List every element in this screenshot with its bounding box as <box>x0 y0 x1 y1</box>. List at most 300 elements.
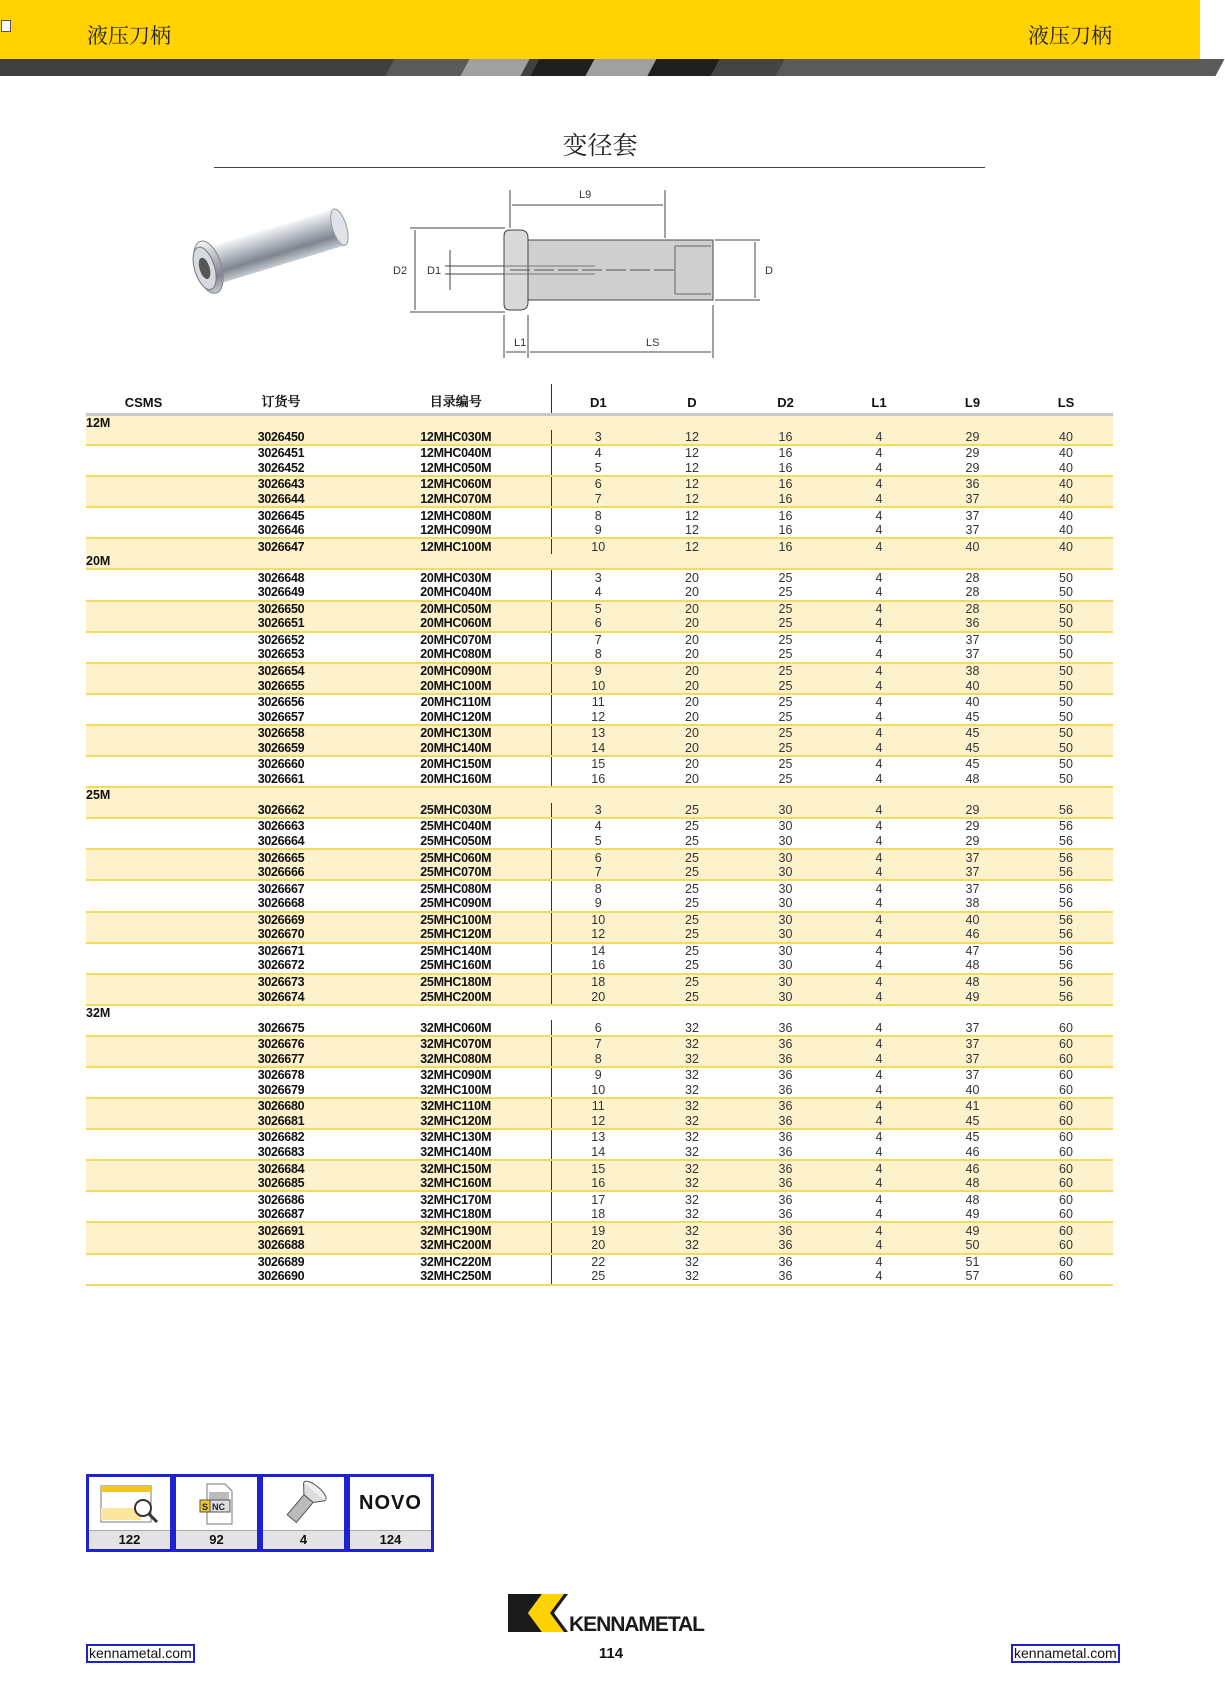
l9-cell: 49 <box>926 1207 1019 1223</box>
d-cell: 12 <box>645 461 739 477</box>
l1-cell: 4 <box>832 538 926 554</box>
l9-cell: 28 <box>926 585 1019 601</box>
ls-cell: 50 <box>1059 570 1073 585</box>
d2-cell: 30 <box>739 865 832 881</box>
l1-cell: 4 <box>875 1130 883 1145</box>
d-cell: 20 <box>645 663 739 679</box>
reference-snc[interactable] <box>173 1474 260 1552</box>
d-cell: 12 <box>645 476 739 492</box>
l9-cell: 45 <box>926 740 1019 756</box>
l1-cell: 4 <box>832 1114 926 1130</box>
csms-cell <box>86 601 201 617</box>
csms-cell <box>86 430 201 446</box>
l9-cell: 45 <box>965 1130 980 1145</box>
catalog-number-cell: 12MHC080M <box>420 508 492 523</box>
table-row <box>86 601 1113 617</box>
order-number-cell: 3026687 <box>201 1207 361 1223</box>
d-cell: 25 <box>645 989 739 1005</box>
catalog-number-cell: 32MHC160M <box>361 1176 551 1192</box>
d1-cell: 15 <box>551 1160 645 1176</box>
order-number-cell: 3026690 <box>201 1269 361 1285</box>
reducing-sleeve-table <box>86 384 1113 1286</box>
ls-cell: 50 <box>1059 757 1073 772</box>
table-row <box>86 1036 1113 1052</box>
ls-cell: 60 <box>1019 1020 1113 1036</box>
catalog-number-cell: 20MHC060M <box>361 616 551 632</box>
ls-cell: 56 <box>1019 912 1113 928</box>
l9-cell: 37 <box>926 1051 1019 1067</box>
ls-cell: 50 <box>1019 709 1113 725</box>
ls-cell: 60 <box>1019 1207 1113 1223</box>
d2-cell: 30 <box>778 819 793 834</box>
csms-cell <box>86 616 201 632</box>
ls-cell: 40 <box>1019 476 1113 492</box>
d1-cell: 4 <box>551 445 645 461</box>
d1-cell: 6 <box>551 849 645 865</box>
order-number-cell: 3026667 <box>257 881 305 896</box>
csms-cell <box>86 694 201 710</box>
table-row <box>86 803 1113 819</box>
table-row <box>86 772 1113 788</box>
d1-cell: 4 <box>551 585 645 601</box>
reference-screw[interactable] <box>260 1474 347 1552</box>
catalog-number-cell: 32MHC140M <box>361 1145 551 1161</box>
l1-cell: 4 <box>832 1207 926 1223</box>
table-row <box>86 1020 1113 1036</box>
reference-catalog[interactable] <box>86 1474 173 1552</box>
order-number-cell: 3026646 <box>201 523 361 539</box>
csms-cell <box>86 461 201 477</box>
order-number-cell: 3026668 <box>201 896 361 912</box>
table-row <box>86 974 1113 990</box>
column-header: 订货号 <box>201 384 361 414</box>
catalog-number-cell: 20MHC110M <box>420 695 491 710</box>
order-number-cell: 3026666 <box>201 865 361 881</box>
ls-cell: 60 <box>1019 1114 1113 1130</box>
d1-cell: 6 <box>551 616 645 632</box>
d2-cell: 30 <box>739 927 832 943</box>
d2-cell: 30 <box>739 958 832 974</box>
column-header: CSMS <box>86 384 201 414</box>
table-row <box>86 1067 1113 1083</box>
reference-pages <box>86 1474 434 1552</box>
catalog-number-cell: 25MHC090M <box>361 896 551 912</box>
ls-cell: 60 <box>1019 1176 1113 1192</box>
d2-cell: 36 <box>739 1238 832 1254</box>
ls-cell: 56 <box>1019 849 1113 865</box>
ls-cell: 50 <box>1019 678 1113 694</box>
d-cell: 20 <box>685 695 699 710</box>
l9-cell: 40 <box>926 538 1019 554</box>
label-l9: L9 <box>579 189 592 201</box>
reference-novo[interactable] <box>347 1474 434 1552</box>
column-header: D <box>645 384 739 414</box>
d1-cell: 16 <box>551 772 645 788</box>
ls-cell: 60 <box>1019 1222 1113 1238</box>
catalog-number-cell: 12MHC040M <box>420 446 492 461</box>
l9-cell: 29 <box>926 430 1019 446</box>
order-number-cell: 3026676 <box>201 1036 361 1052</box>
l9-cell: 46 <box>926 1145 1019 1161</box>
d2-cell: 16 <box>739 523 832 539</box>
d1-cell: 3 <box>551 430 645 446</box>
d2-cell: 30 <box>739 896 832 912</box>
l9-cell: 45 <box>965 757 980 772</box>
catalog-number-cell: 25MHC030M <box>361 803 551 819</box>
order-number-cell: 3026689 <box>257 1254 305 1269</box>
d-cell: 20 <box>645 740 739 756</box>
website-link-right[interactable]: kennametal.com <box>1011 1644 1120 1663</box>
catalog-number-cell: 32MHC220M <box>420 1254 492 1269</box>
l1-cell: 4 <box>832 772 926 788</box>
d1-cell: 25 <box>551 1269 645 1285</box>
d2-cell: 25 <box>739 601 832 617</box>
d2-cell: 36 <box>739 1114 832 1130</box>
group-header-row <box>86 414 1113 430</box>
l9-cell: 48 <box>926 958 1019 974</box>
label-d: D <box>765 265 773 277</box>
d-cell: 20 <box>645 647 739 663</box>
d2-cell: 36 <box>739 1222 832 1238</box>
l1-cell: 4 <box>832 865 926 881</box>
d2-cell: 36 <box>739 1083 832 1099</box>
l1-cell: 4 <box>875 1068 883 1083</box>
d-cell: 25 <box>685 881 699 896</box>
l9-cell: 40 <box>926 1083 1019 1099</box>
reference-page: 4 <box>263 1530 344 1549</box>
l1-cell: 4 <box>832 1098 926 1114</box>
csms-cell <box>86 818 201 834</box>
l1-cell: 4 <box>875 446 883 461</box>
d1-cell: 5 <box>551 461 645 477</box>
l9-cell: 49 <box>926 989 1019 1005</box>
csms-group: 12M <box>86 414 1113 430</box>
l9-cell: 38 <box>926 896 1019 912</box>
ls-cell: 56 <box>1019 834 1113 850</box>
d1-cell: 9 <box>551 1067 645 1083</box>
l1-cell: 4 <box>832 958 926 974</box>
table-row <box>86 1083 1113 1099</box>
l9-cell: 37 <box>965 508 980 523</box>
order-number-cell: 3026688 <box>201 1238 361 1254</box>
d-cell: 20 <box>645 585 739 601</box>
l9-cell: 29 <box>926 834 1019 850</box>
d1-cell: 6 <box>551 1020 645 1036</box>
d1-cell: 16 <box>551 1176 645 1192</box>
l9-cell: 29 <box>965 819 980 834</box>
section-title-right: 液压刀柄 <box>1028 25 1112 48</box>
ls-cell: 60 <box>1019 1083 1113 1099</box>
d1-cell: 19 <box>551 1222 645 1238</box>
l1-cell: 4 <box>832 1176 926 1192</box>
reference-page: 92 <box>176 1530 257 1549</box>
l1-cell: 4 <box>832 1222 926 1238</box>
d1-cell: 13 <box>551 725 645 741</box>
ls-cell: 50 <box>1019 663 1113 679</box>
ls-cell: 50 <box>1059 632 1073 647</box>
l1-cell: 4 <box>832 896 926 912</box>
catalog-number-cell: 12MHC100M <box>361 538 551 554</box>
csms-cell <box>86 663 201 679</box>
l1-cell: 4 <box>832 1269 926 1285</box>
ls-cell: 40 <box>1059 446 1073 461</box>
d2-cell: 25 <box>778 570 793 585</box>
ls-cell: 56 <box>1019 974 1113 990</box>
d2-cell: 16 <box>739 538 832 554</box>
d2-cell: 36 <box>778 1254 793 1269</box>
order-number-cell: 3026691 <box>201 1222 361 1238</box>
ls-cell: 50 <box>1019 647 1113 663</box>
d1-cell: 8 <box>551 507 645 523</box>
order-number-cell: 3026665 <box>201 849 361 865</box>
d-cell: 32 <box>645 1083 739 1099</box>
order-number-cell: 3026644 <box>201 492 361 508</box>
d2-cell: 25 <box>739 616 832 632</box>
catalog-number-cell: 32MHC100M <box>361 1083 551 1099</box>
d2-cell: 25 <box>739 740 832 756</box>
csms-cell <box>86 492 201 508</box>
table-row <box>86 1238 1113 1254</box>
csms-cell <box>86 880 201 896</box>
catalog-number-cell: 32MHC060M <box>361 1020 551 1036</box>
d-cell: 32 <box>645 1114 739 1130</box>
d1-cell: 12 <box>551 927 645 943</box>
catalog-number-cell: 32MHC070M <box>361 1036 551 1052</box>
d-cell: 12 <box>645 492 739 508</box>
order-number-cell: 3026679 <box>201 1083 361 1099</box>
csms-cell <box>86 740 201 756</box>
table-row <box>86 849 1113 865</box>
group-header-row <box>86 787 1113 803</box>
d1-cell: 7 <box>551 492 645 508</box>
csms-cell <box>86 1036 201 1052</box>
catalog-number-cell: 25MHC080M <box>420 881 492 896</box>
table-row <box>86 647 1113 663</box>
ls-cell: 40 <box>1019 538 1113 554</box>
d1-cell: 14 <box>551 740 645 756</box>
ls-cell: 56 <box>1019 958 1113 974</box>
d2-cell: 36 <box>739 1145 832 1161</box>
l1-cell: 4 <box>875 819 883 834</box>
table-row <box>86 1145 1113 1161</box>
csms-cell <box>86 709 201 725</box>
order-number-cell: 3026681 <box>201 1114 361 1130</box>
order-number-cell: 3026659 <box>201 740 361 756</box>
csms-cell <box>86 912 201 928</box>
table-row <box>86 1114 1113 1130</box>
order-number-cell: 3026673 <box>201 974 361 990</box>
order-number-cell: 3026653 <box>201 647 361 663</box>
d-cell: 32 <box>645 1036 739 1052</box>
l9-cell: 37 <box>926 492 1019 508</box>
order-number-cell: 3026663 <box>257 819 305 834</box>
order-number-cell: 3026660 <box>257 757 305 772</box>
document-icon[interactable] <box>1 20 11 32</box>
column-header: L9 <box>926 384 1019 414</box>
reference-page: 122 <box>89 1530 170 1549</box>
l9-cell: 49 <box>926 1222 1019 1238</box>
l9-cell: 29 <box>926 461 1019 477</box>
dimension-diagram <box>393 180 835 360</box>
order-number-cell: 3026670 <box>201 927 361 943</box>
table-row <box>86 818 1113 834</box>
l9-cell: 37 <box>926 523 1019 539</box>
ls-cell: 60 <box>1059 1254 1073 1269</box>
csms-group: 32M <box>86 1006 111 1021</box>
d1-cell: 8 <box>551 880 645 896</box>
order-number-cell: 3026662 <box>201 803 361 819</box>
d2-cell: 25 <box>739 585 832 601</box>
table-row <box>86 492 1113 508</box>
screw-icon <box>282 1481 326 1527</box>
d-cell: 20 <box>645 772 739 788</box>
d-cell: 20 <box>685 632 699 647</box>
l1-cell: 4 <box>832 1036 926 1052</box>
d2-cell: 25 <box>739 678 832 694</box>
order-number-cell: 3026674 <box>201 989 361 1005</box>
table-row <box>86 523 1113 539</box>
d1-cell: 3 <box>551 569 645 585</box>
ls-cell: 56 <box>1019 896 1113 912</box>
d2-cell: 16 <box>739 476 832 492</box>
csms-cell <box>86 538 201 554</box>
csms-cell <box>86 1020 201 1036</box>
novo-logo-icon: NOVO <box>359 1492 422 1514</box>
d-cell: 12 <box>645 523 739 539</box>
l9-cell: 36 <box>926 476 1019 492</box>
table-row <box>86 740 1113 756</box>
reducing-sleeve-photo <box>178 195 358 305</box>
ls-cell: 50 <box>1019 585 1113 601</box>
l9-cell: 41 <box>926 1098 1019 1114</box>
d1-cell: 10 <box>551 912 645 928</box>
d1-cell: 14 <box>551 1145 645 1161</box>
l9-cell: 45 <box>926 709 1019 725</box>
d2-cell: 30 <box>739 912 832 928</box>
d-cell: 32 <box>645 1145 739 1161</box>
d1-cell: 20 <box>551 989 645 1005</box>
csms-cell <box>86 1145 201 1161</box>
catalog-number-cell: 25MHC180M <box>361 974 551 990</box>
l1-cell: 4 <box>875 695 883 710</box>
d1-cell: 4 <box>551 818 645 834</box>
order-number-cell: 3026656 <box>257 695 305 710</box>
d-cell: 25 <box>685 819 699 834</box>
d2-cell: 16 <box>739 492 832 508</box>
d-cell: 32 <box>645 1051 739 1067</box>
d1-cell: 8 <box>551 1051 645 1067</box>
l9-cell: 48 <box>926 772 1019 788</box>
header-stripe <box>0 59 1200 76</box>
catalog-number-cell: 12MHC060M <box>361 476 551 492</box>
ls-cell: 40 <box>1019 492 1113 508</box>
l9-cell: 29 <box>965 446 980 461</box>
table-row <box>86 476 1113 492</box>
website-link-left[interactable]: kennametal.com <box>86 1644 195 1663</box>
d2-cell: 25 <box>778 632 793 647</box>
d-cell: 32 <box>645 1269 739 1285</box>
l9-cell: 48 <box>926 1176 1019 1192</box>
order-number-cell: 3026669 <box>201 912 361 928</box>
catalog-number-cell: 12MHC050M <box>361 461 551 477</box>
d1-cell: 5 <box>551 834 645 850</box>
table-row <box>86 616 1113 632</box>
svg-text:NC: NC <box>211 1501 225 1512</box>
d2-cell: 36 <box>739 1207 832 1223</box>
ls-cell: 56 <box>1059 881 1073 896</box>
l9-cell: 50 <box>926 1238 1019 1254</box>
section-title-left: 液压刀柄 <box>87 25 171 48</box>
ls-cell: 50 <box>1059 695 1073 710</box>
d1-cell: 5 <box>551 601 645 617</box>
d2-cell: 16 <box>739 430 832 446</box>
csms-cell <box>86 772 201 788</box>
ls-cell: 60 <box>1019 1098 1113 1114</box>
d-cell: 20 <box>685 757 699 772</box>
d2-cell: 25 <box>739 647 832 663</box>
l1-cell: 4 <box>832 616 926 632</box>
l9-cell: 40 <box>926 912 1019 928</box>
catalog-search-icon <box>99 1482 161 1526</box>
table-row <box>86 709 1113 725</box>
table-row <box>86 865 1113 881</box>
d1-cell: 9 <box>551 523 645 539</box>
csms-cell <box>86 1269 201 1285</box>
ls-cell: 56 <box>1019 865 1113 881</box>
csms-cell <box>86 865 201 881</box>
d1-cell: 10 <box>551 678 645 694</box>
ls-cell: 60 <box>1019 1145 1113 1161</box>
ls-cell: 56 <box>1059 819 1073 834</box>
ls-cell: 56 <box>1019 803 1113 819</box>
d1-cell: 9 <box>551 663 645 679</box>
d2-cell: 36 <box>739 1020 832 1036</box>
l1-cell: 4 <box>832 1083 926 1099</box>
csms-cell <box>86 849 201 865</box>
l1-cell: 4 <box>832 1160 926 1176</box>
d-cell: 20 <box>645 616 739 632</box>
d-cell: 32 <box>645 1176 739 1192</box>
d2-cell: 30 <box>739 974 832 990</box>
reference-page: 124 <box>350 1530 431 1549</box>
l9-cell: 37 <box>926 1036 1019 1052</box>
order-number-cell: 3026682 <box>257 1130 305 1145</box>
l1-cell: 4 <box>832 849 926 865</box>
table-row <box>86 725 1113 741</box>
order-number-cell: 3026643 <box>201 476 361 492</box>
l9-cell: 37 <box>926 865 1019 881</box>
csms-cell <box>86 1083 201 1099</box>
d2-cell: 36 <box>778 1130 793 1145</box>
csms-cell <box>86 1129 201 1145</box>
csms-cell <box>86 1254 201 1270</box>
catalog-number-cell: 20MHC130M <box>361 725 551 741</box>
ls-cell: 56 <box>1019 927 1113 943</box>
catalog-number-cell: 20MHC040M <box>361 585 551 601</box>
csms-cell <box>86 507 201 523</box>
ls-cell: 60 <box>1059 1192 1073 1207</box>
ls-cell: 60 <box>1019 1036 1113 1052</box>
ls-cell: 40 <box>1019 523 1113 539</box>
d-cell: 32 <box>645 1207 739 1223</box>
d2-cell: 16 <box>778 446 793 461</box>
l9-cell: 48 <box>926 974 1019 990</box>
csms-cell <box>86 756 201 772</box>
d-cell: 25 <box>645 834 739 850</box>
d1-cell: 18 <box>551 974 645 990</box>
catalog-number-cell: 20MHC030M <box>420 570 492 585</box>
d1-cell: 10 <box>551 538 645 554</box>
